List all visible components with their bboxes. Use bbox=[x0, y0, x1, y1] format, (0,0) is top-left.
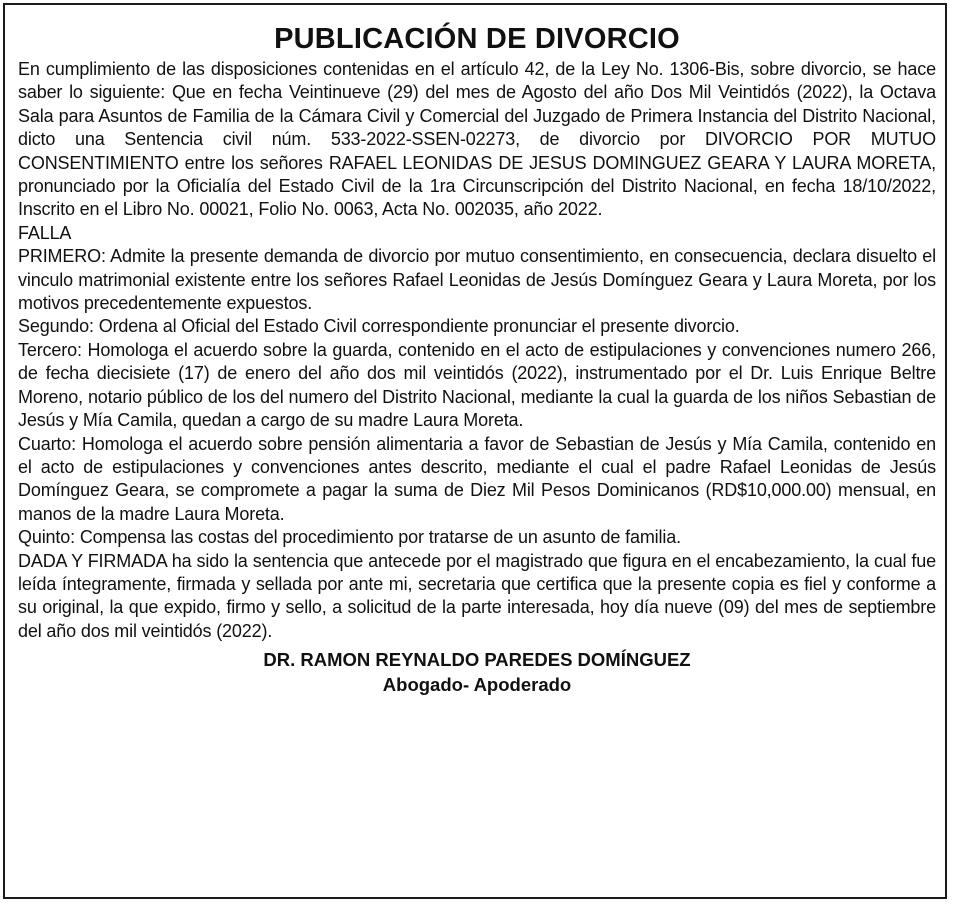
tercero-paragraph: Tercero: Homologa el acuerdo sobre la guarda, contenido en el acto de estipulaciones y convenciones numero 266, de fecha diecisiete (17) de enero del año dos mil veintidós (2022), instrumentado por el Dr. Luis Enrique Beltre Moreno, notario público de los del numero del Distrito Nacional, mediante la cual la guarda de los niños Sebastian de Jesús y Mía Camila, quedan a cargo de su madre Laura Moreta. bbox=[18, 339, 936, 431]
falla-heading: FALLA bbox=[18, 222, 72, 243]
quinto-paragraph: Quinto: Compensa las costas del procedimiento por tratarse de un asunto de familia. bbox=[18, 527, 681, 548]
primero-paragraph: PRIMERO: Admite la presente demanda de divorcio por mutuo consentimiento, en consecuencia, declara disuelto el vinculo matrimonial existente entre los señores Rafael Leonidas de Jesús Domínguez Geara y Laura Moreta, por los motivos precedentemente expuestos. bbox=[18, 246, 936, 314]
intro-paragraph: En cumplimiento de las disposiciones contenidas en el artículo 42, de la Ley No. 1306-Bis, sobre divorcio, se hace saber lo siguiente: Que en fecha Veintinueve (29) del mes de Agosto del año Dos Mil Veintidós (2022), la Octava Sala para Asuntos de Familia de la Cámara Civil y Comercial del Juzgado de Primera Instancia del Distrito Nacional, dicto una Sentencia civil núm. 533-2022-SSEN-02273, de divorcio por DIVORCIO POR MUTUO CONSENTIMIENTO entre los señores RAFAEL LEONIDAS DE JESUS DOMINGUEZ GEARA Y LAURA MORETA, pronunciado por la Oficialía del Estado Civil de la 1ra Circunscripción del Distrito Nacional, en fecha 18/10/2022, Inscrito en el Libro No. 00021, Folio No. 0063, Acta No. 002035, año 2022. bbox=[18, 59, 936, 220]
dada-paragraph: DADA Y FIRMADA ha sido la sentencia que antecede por el magistrado que figura en el encabezamiento, la cual fue leída íntegramente, firmada y sellada por ante mi, secretaria que certifica que la presente copia es fiel y conforme a su original, la que expido, firmo y sello, a solicitud de la parte interesada, hoy día nueve (09) del mes de septiembre del año dos mil veintidós (2022). bbox=[18, 550, 936, 641]
notice-title: PUBLICACIÓN DE DIVORCIO bbox=[274, 23, 680, 55]
cuarto-paragraph: Cuarto: Homologa el acuerdo sobre pensión alimentaria a favor de Sebastian de Jesús y Mía Camila, contenido en el acto de estipulaciones y convenciones antes descrito, mediante el cual el padre Rafael Leonidas de Jesús Domínguez Geara, se compromete a pagar la suma de Diez Mil Pesos Dominicanos (RD$10,000.00) mensual, en manos de la madre Laura Moreta. bbox=[18, 433, 936, 524]
signatory-role: Abogado- Apoderado bbox=[382, 674, 572, 696]
legal-notice bbox=[18, 22, 936, 697]
segundo-paragraph: Segundo: Ordena al Oficial del Estado Civil correspondiente pronunciar el presente divorcio. bbox=[18, 316, 740, 337]
signatory-name: DR. RAMON REYNALDO PAREDES DOMÍNGUEZ bbox=[263, 649, 691, 671]
